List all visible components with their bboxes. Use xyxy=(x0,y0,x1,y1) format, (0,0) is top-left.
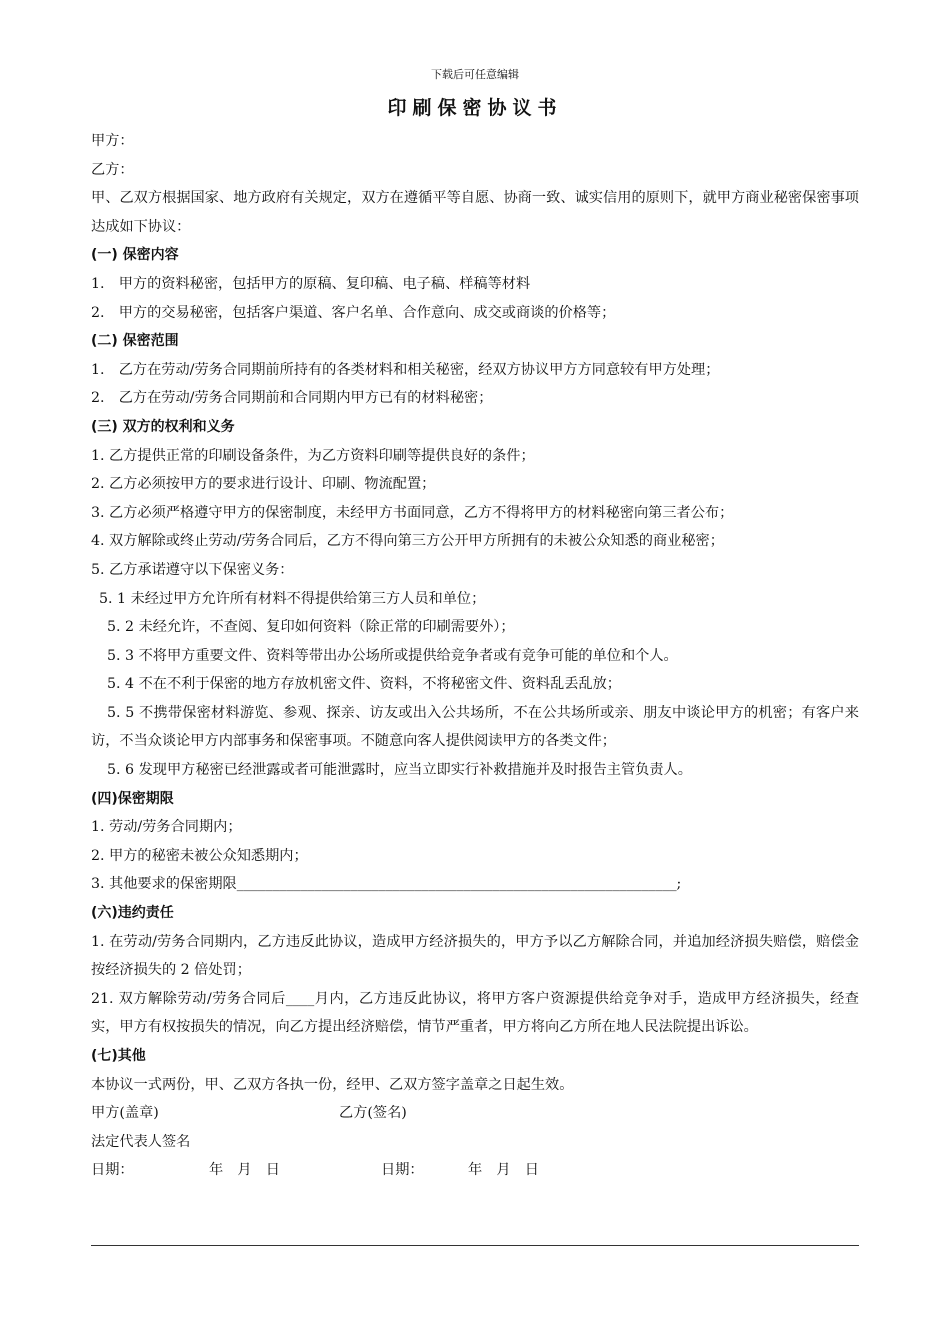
section-heading-liability: (六)违约责任 xyxy=(91,905,174,922)
list-item: 2. 甲方的秘密未被公众知悉期内； xyxy=(91,847,308,864)
list-item: 2. 乙方必须按甲方的要求进行设计、印刷、物流配置； xyxy=(91,476,436,493)
party-a-line: 甲方： xyxy=(91,133,134,149)
document-title: 印刷保密协议书 xyxy=(387,97,563,119)
section-heading-period: (四)保密期限 xyxy=(91,790,174,807)
list-item: 21. 双方解除劳动/劳务合同后____月内，乙方违反此协议，将甲方客户资源提供给竞争对手，造成甲方经济损失，经查实，甲方有权按损失的情况，向乙方提出经济赔偿，情节严重者，甲方将向乙方所在地人民法院提出诉讼。 xyxy=(91,990,859,1036)
list-item: 5. 乙方承诺遵守以下保密义务： xyxy=(91,561,294,578)
list-item: 1. 乙方在劳动/劳务合同期前所持有的各类材料和相关秘密，经双方协议甲方方同意较有甲方处理； xyxy=(91,361,720,378)
list-item: 4. 双方解除或终止劳动/劳务合同后，乙方不得向第三方公开甲方所拥有的未被公众知悉的商业秘密； xyxy=(91,533,724,550)
section-heading-scope: (二) 保密范围 xyxy=(91,333,179,350)
list-item: 3. 乙方必须严格遵守甲方的保密制度，未经甲方书面同意，乙方不得将甲方的材料秘密向第三者公布； xyxy=(91,504,734,521)
legal-rep-row xyxy=(91,1128,859,1157)
closing-paragraph: 本协议一式两份，甲、乙双方各执一份，经甲、乙双方签字盖章之日起生效。 xyxy=(91,1076,574,1093)
signature-row xyxy=(91,1099,859,1128)
list-item: 2. 乙方在劳动/劳务合同期前和合同期内甲方已有的材料秘密； xyxy=(91,390,493,407)
legal-rep-label: 法定代表人签名 xyxy=(91,1133,191,1150)
party-b-line: 乙方： xyxy=(91,161,134,178)
list-item: 1. 劳动/劳务合同期内； xyxy=(91,819,242,836)
list-item: 1. 乙方提供正常的印刷设备条件，为乙方资料印刷等提供良好的条件； xyxy=(91,447,535,464)
date-b-label: 日期： xyxy=(381,1162,424,1179)
section-heading-other: (七)其他 xyxy=(91,1048,146,1064)
section-heading-content: (一) 保密内容 xyxy=(91,247,179,264)
party-b-sign-label: 乙方(签名) xyxy=(339,1105,407,1122)
list-item: 1. 在劳动/劳务合同期内，乙方违反此协议，造成甲方经济损失的，甲方予以乙方解除合同，并追加经济损失赔偿，赔偿金按经济损失的 2 倍处罚； xyxy=(91,933,859,979)
sub-list-item: 5. 3 不将甲方重要文件、资料等带出办公场所或提供给竞争者或有竞争可能的单位和个人。 xyxy=(107,647,678,664)
list-item: 1. 甲方的资料秘密，包括甲方的原稿、复印稿、电子稿、样稿等材料 xyxy=(91,275,531,292)
date-row xyxy=(91,1156,859,1185)
party-a-seal-label: 甲方(盖章) xyxy=(91,1105,159,1122)
date-a-value: 年 月 日 xyxy=(209,1162,280,1179)
list-item: 3. 其他要求的保密期限______________________________________________________________; xyxy=(91,876,682,893)
sub-list-item: 5. 6 发现甲方秘密已经泄露或者可能泄露时，应当立即实行补救措施并及时报告主管负责人。 xyxy=(107,762,692,779)
list-item: 2. 甲方的交易秘密，包括客户渠道、客户名单、合作意向、成交或商谈的价格等； xyxy=(91,304,616,321)
sub-list-item: 5. 5 不携带保密材料游览、参观、探亲、访友或出入公共场所，不在公共场所或亲、朋友中谈论甲方的机密；有客户来访，不当众谈论甲方内部事务和保密事项。不随意向客人提供阅读甲方的各类文件； xyxy=(91,704,859,750)
footer-divider xyxy=(91,1245,859,1246)
header-note: 下载后可任意编辑 xyxy=(431,68,519,81)
section-heading-rights: (三) 双方的权利和义务 xyxy=(91,418,235,435)
intro-paragraph: 甲、乙双方根据国家、地方政府有关规定，双方在遵循平等自愿、协商一致、诚实信用的原则下，就甲方商业秘密保密事项达成如下协议： xyxy=(91,190,859,235)
document-body xyxy=(91,127,859,1185)
date-a-label: 日期： xyxy=(91,1162,134,1179)
sub-list-item: 5. 1 未经过甲方允许所有材料不得提供给第三方人员和单位； xyxy=(99,590,486,607)
sub-list-item: 5. 4 不在不利于保密的地方存放机密文件、资料，不将秘密文件、资料乱丢乱放； xyxy=(107,676,621,693)
sub-list-item: 5. 2 未经允许，不查阅、复印如何资料（除正常的印刷需要外）； xyxy=(107,619,515,636)
date-b-value: 年 月 日 xyxy=(468,1162,539,1179)
